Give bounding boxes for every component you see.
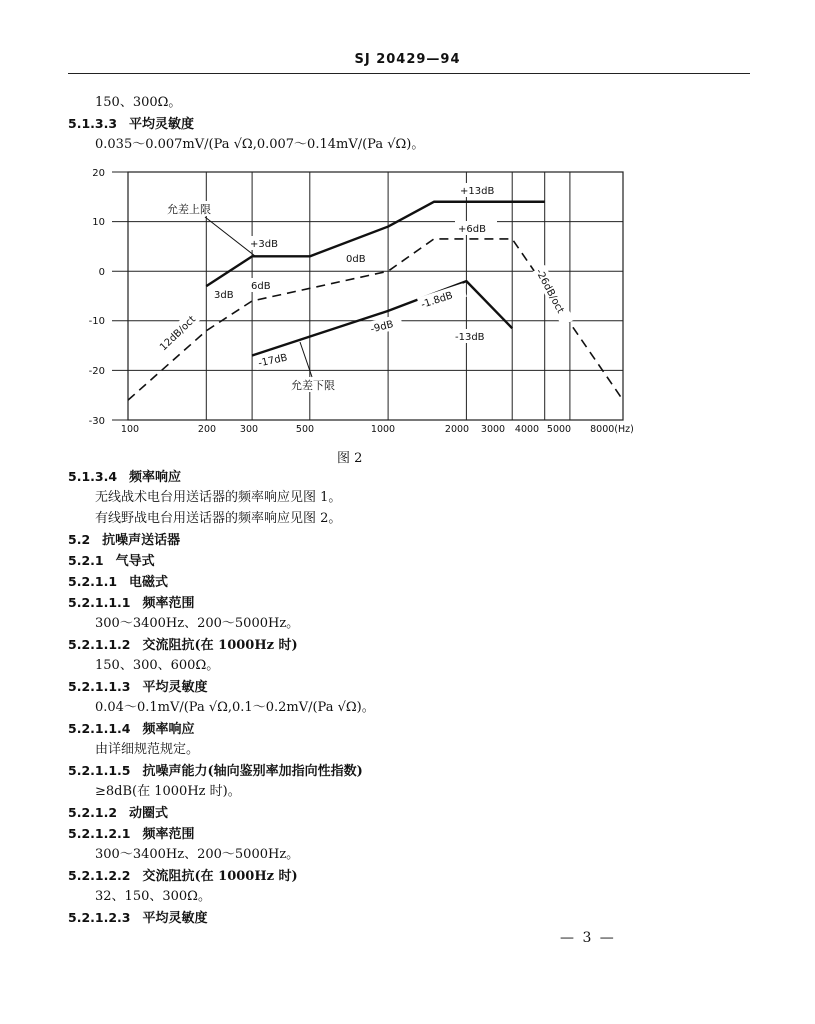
section-heading: [68, 721, 195, 738]
y-tick-label: 10: [92, 217, 105, 228]
section-title: 平均灵敏度: [142, 911, 208, 926]
section-heading: [68, 910, 208, 927]
annotations: [155, 183, 575, 392]
section-number: 5.2.1.1.1: [68, 595, 131, 610]
section-heading: [68, 637, 298, 654]
section-number: 5.2.1.2.1: [68, 826, 131, 841]
y-tick-label: -30: [88, 416, 105, 427]
annotation-label: -17dB: [257, 352, 289, 370]
x-tick-label: 5000: [546, 424, 572, 435]
text-line: [95, 784, 241, 800]
y-tick-label: 0: [98, 267, 105, 278]
upper-limit-label: 允差上限: [167, 203, 211, 216]
y-axis: [89, 168, 105, 427]
text-line: [95, 742, 199, 758]
section-heading: [68, 595, 195, 612]
section-title: 频率范围: [142, 827, 195, 842]
annotation-label: -13dB: [455, 332, 485, 343]
section-number: 5.2.1.2.2: [68, 868, 131, 883]
section-title: 频率响应: [142, 722, 195, 737]
section-number: 5.2.1.1.5: [68, 763, 131, 778]
section-title: 频率范围: [142, 596, 195, 611]
line-text: 32、150、300Ω。: [95, 889, 211, 904]
line-text: 150、300、600Ω。: [95, 658, 220, 673]
x-tick-label: 3000: [480, 424, 506, 435]
x-tick-label: 200: [197, 424, 217, 435]
text-line: [95, 700, 375, 716]
y-tick-label: -20: [88, 366, 105, 377]
section-heading: [68, 532, 180, 549]
line-text: 有线野战电台用送话器的频率响应见图 2。: [95, 511, 342, 526]
annotation-label: 3dB: [214, 290, 234, 301]
figure-caption: 图 2: [337, 451, 363, 466]
text-line: [95, 511, 341, 527]
series-line-2: [128, 239, 623, 400]
section-title: 交流阻抗(在 1000Hz 时): [142, 638, 298, 653]
annotation-label: 12dB/oct: [158, 314, 199, 354]
section-heading: [68, 826, 195, 843]
line-text: 300～3400Hz、200～5000Hz。: [95, 616, 300, 631]
lower-limit-label: 允差下限: [291, 379, 335, 392]
section-title: 电磁式: [129, 575, 169, 590]
section-heading: [68, 469, 181, 486]
x-tick-label: 2000: [444, 424, 470, 435]
page-number: — 3 —: [560, 930, 616, 946]
section-number: 5.2.1.1: [68, 574, 118, 589]
section-title: 平均灵敏度: [129, 117, 195, 132]
section-number: 5.2.1.2: [68, 805, 118, 820]
y-tick-label: -10: [88, 316, 105, 327]
section-number: 5.2.1: [68, 553, 104, 568]
section-number: 5.1.3.3: [68, 116, 118, 131]
line-text: 0.035～0.007mV/(Pa √Ω,0.007～0.14mV/(Pa √Ω)。: [95, 137, 425, 152]
line-text: ≥8dB(在 1000Hz 时)。: [95, 784, 241, 799]
line-text: 300～3400Hz、200～5000Hz。: [95, 847, 300, 862]
section-number: 5.2.1.2.3: [68, 910, 131, 925]
annotation-label: -9dB: [369, 319, 395, 336]
section-heading: [68, 574, 168, 591]
x-tick-label: 300: [239, 424, 259, 435]
line-text: 由详细规范规定。: [95, 742, 200, 757]
line-text: 150、300Ω。: [95, 95, 182, 110]
section-heading: [68, 553, 155, 570]
section-heading: [68, 805, 168, 822]
text-line: [95, 847, 299, 863]
section-heading: [68, 679, 208, 696]
document-number-header: SJ 20429—94: [354, 52, 461, 67]
section-number: 5.1.3.4: [68, 469, 118, 484]
x-tick-label: 500: [295, 424, 315, 435]
section-title: 抗噪声能力(轴向鉴别率加指向性指数): [142, 764, 363, 779]
text-line: [95, 490, 341, 506]
section-number: 5.2: [68, 532, 91, 547]
section-title: 抗噪声送话器: [102, 533, 181, 548]
y-tick-label: 20: [92, 168, 105, 179]
text-line: [95, 658, 219, 674]
section-number: 5.2.1.1.2: [68, 637, 131, 652]
text-line: [95, 616, 299, 632]
section-title: 动圈式: [129, 806, 169, 821]
x-axis: [121, 424, 634, 435]
x-tick-label: 100: [120, 424, 140, 435]
annotation-label: +3dB: [250, 239, 278, 250]
annotation-label: +6dB: [458, 224, 486, 235]
section-title: 交流阻抗(在 1000Hz 时): [142, 869, 298, 884]
section-heading: [68, 868, 298, 885]
section-title: 频率响应: [129, 470, 182, 485]
annotation-label: -1.8dB: [419, 290, 455, 311]
text-line: [95, 889, 211, 905]
section-heading: [68, 763, 363, 780]
line-text: 0.04～0.1mV/(Pa √Ω,0.1～0.2mV/(Pa √Ω)。: [95, 700, 375, 715]
annotation-label: -26dB/oct: [533, 267, 566, 316]
annotation-label: 0dB: [346, 254, 366, 265]
line-text: 无线战术电台用送话器的频率响应见图 1。: [95, 490, 342, 505]
section-title: 气导式: [115, 554, 155, 569]
x-tick-label: 4000: [514, 424, 540, 435]
section-title: 平均灵敏度: [142, 680, 208, 695]
section-number: 5.2.1.1.4: [68, 721, 131, 736]
annotation-label: 6dB: [251, 281, 271, 292]
x-tick-label: 1000: [370, 424, 396, 435]
section-number: 5.2.1.1.3: [68, 679, 131, 694]
x-tick-label: 8000(Hz): [590, 424, 634, 435]
frequency-response-chart: [0, 0, 815, 470]
annotation-label: +13dB: [460, 186, 495, 197]
